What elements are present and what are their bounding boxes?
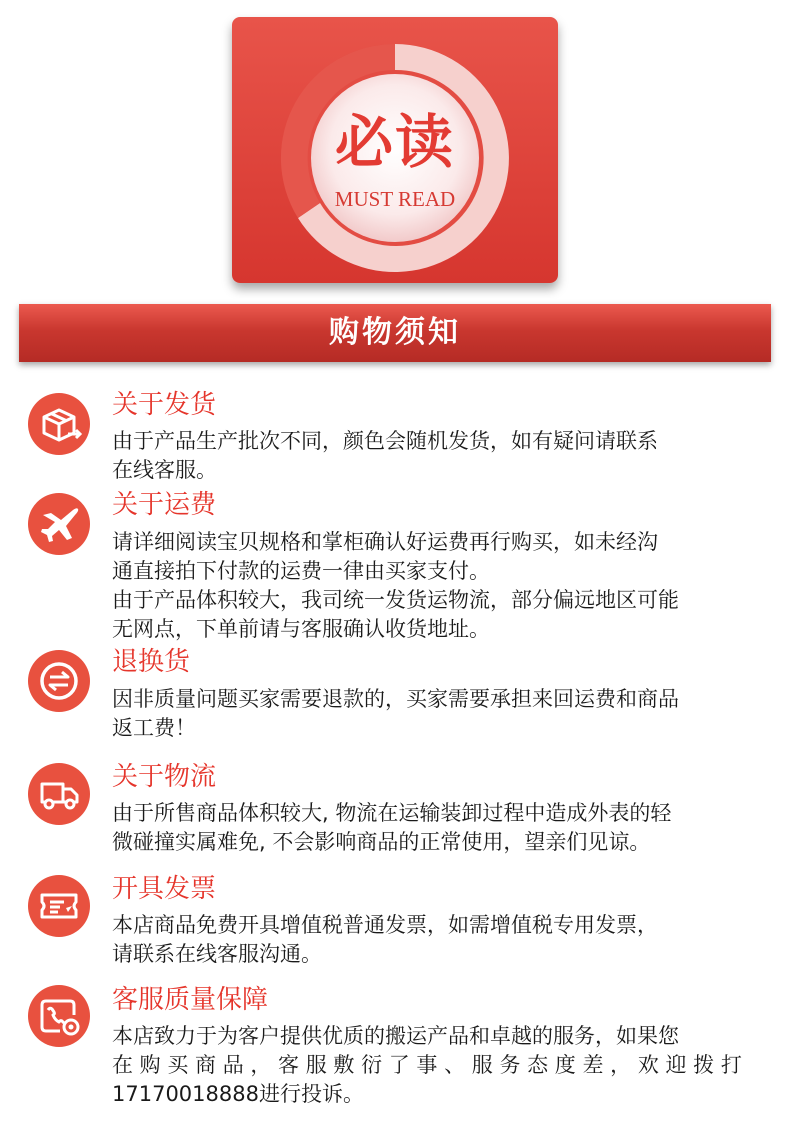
section-text-line: 无网点，下单前请与客服确认收货地址。 [112,617,490,641]
section-body [112,799,772,857]
section-text-line: 通直接拍下付款的运费一律由买家支付。 [112,559,490,583]
section-title: 关于物流 [112,762,217,792]
section-text-line: 在 购 买 商 品 ， 客 服 敷 衍 了 事 、 服 务 态 度 差 ， 欢 迎 拨 打 [112,1053,742,1077]
must-read-title: 必读 [334,108,455,176]
section-body [112,528,772,644]
section-body [112,911,772,969]
section-text-line: 微碰撞实属难免, 不会影响商品的正常使用，望亲们见谅。 [112,830,651,854]
airplane-icon [28,493,90,555]
shopping-notice-banner [19,304,771,362]
section-text-line: 本店商品免费开具增值税普通发票，如需增值税专用发票， [112,913,658,937]
section-text-line: 17170018888进行投诉。 [112,1082,364,1106]
section-text-line: 请联系在线客服沟通。 [112,942,322,966]
banner-title: 购物须知 [329,315,461,350]
must-read-badge [232,17,558,283]
section-title: 关于发货 [112,390,217,420]
section-body [112,685,772,743]
section-text-line: 由于产品体积较大，我司统一发货运物流，部分偏远地区可能 [112,588,679,612]
section-title: 开具发票 [112,874,217,904]
section-title: 客服质量保障 [112,985,269,1015]
section-text-line: 因非质量问题买家需要退款的，买家需要承担来回运费和商品 [112,687,679,711]
section-text-line: 返工费！ [112,716,196,740]
section-text-line: 由于所售商品体积较大, 物流在运输装卸过程中造成外表的轻 [112,801,672,825]
section-title: 关于运费 [112,490,217,520]
must-read-subtitle: MUST READ [334,187,456,211]
section-text-line: 由于产品生产批次不同，颜色会随机发货，如有疑问请联系 [112,429,658,453]
ticket-icon [28,875,90,937]
section-text-line: 本店致力于为客户提供优质的搬运产品和卓越的服务，如果您 [112,1024,679,1048]
customer-service-icon [28,985,90,1047]
section-text-line: 请详细阅读宝贝规格和掌柜确认好运费再行购买，如未经沟 [112,530,658,554]
package-icon [28,393,90,455]
section-body [112,1022,772,1109]
section-title: 退换货 [112,647,191,677]
exchange-icon [28,650,90,712]
section-body [112,427,772,485]
section-text-line: 在线客服。 [112,458,217,482]
truck-icon [28,763,90,825]
